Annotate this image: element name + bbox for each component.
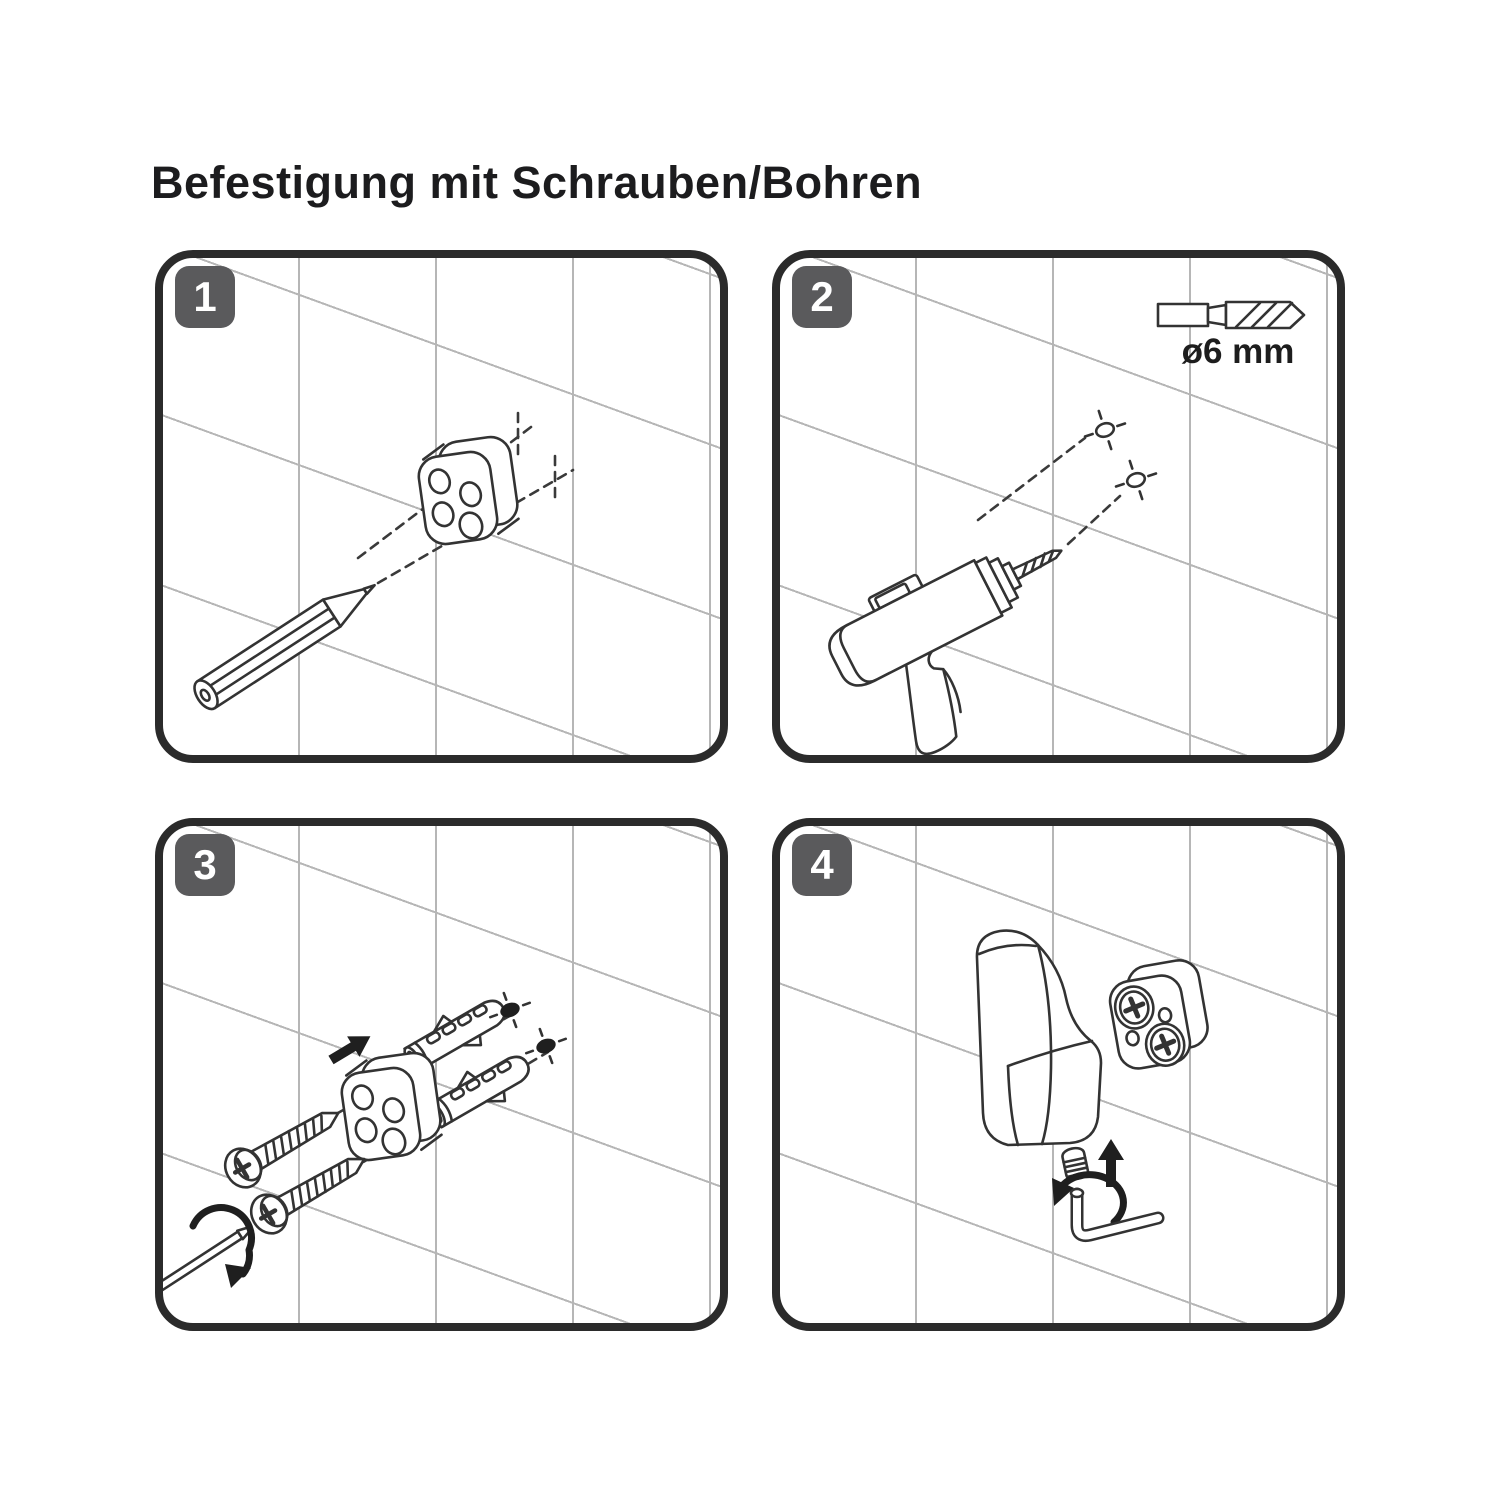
- drill-bit-icon: [1158, 302, 1304, 328]
- pencil-marking-illustration: [163, 258, 720, 755]
- anchor-and-screw-illustration: [163, 826, 720, 1323]
- step-panel-2: [772, 250, 1345, 763]
- step-number-badge: 1: [175, 266, 235, 328]
- mounting-plate: [338, 1050, 445, 1162]
- page-title: Befestigung mit Schrauben/Bohren: [151, 157, 923, 208]
- hex-key-icon: [1071, 1189, 1158, 1236]
- step-panel-4: [772, 818, 1345, 1331]
- step-panel-1: [155, 250, 728, 763]
- mounting-plate-with-screws: [1105, 957, 1213, 1073]
- mounting-plate: [415, 434, 522, 546]
- step-panel-3: [155, 818, 728, 1331]
- step-number-badge: 2: [792, 266, 852, 328]
- drilled-hole-marker: [1079, 404, 1131, 455]
- pencil-icon: [190, 572, 384, 713]
- screwdriver-icon: [163, 1224, 253, 1298]
- step-number-badge: 4: [792, 834, 852, 896]
- hook-mounting-illustration: [780, 826, 1337, 1323]
- drill-icon: [816, 511, 1116, 755]
- rotation-arrow: [1052, 1175, 1123, 1222]
- hole-trajectory-dashes: [978, 438, 1120, 544]
- hook: [977, 931, 1101, 1145]
- drill-bit-size-label: ø6 mm: [1181, 332, 1295, 371]
- step-number-badge: 3: [175, 834, 235, 896]
